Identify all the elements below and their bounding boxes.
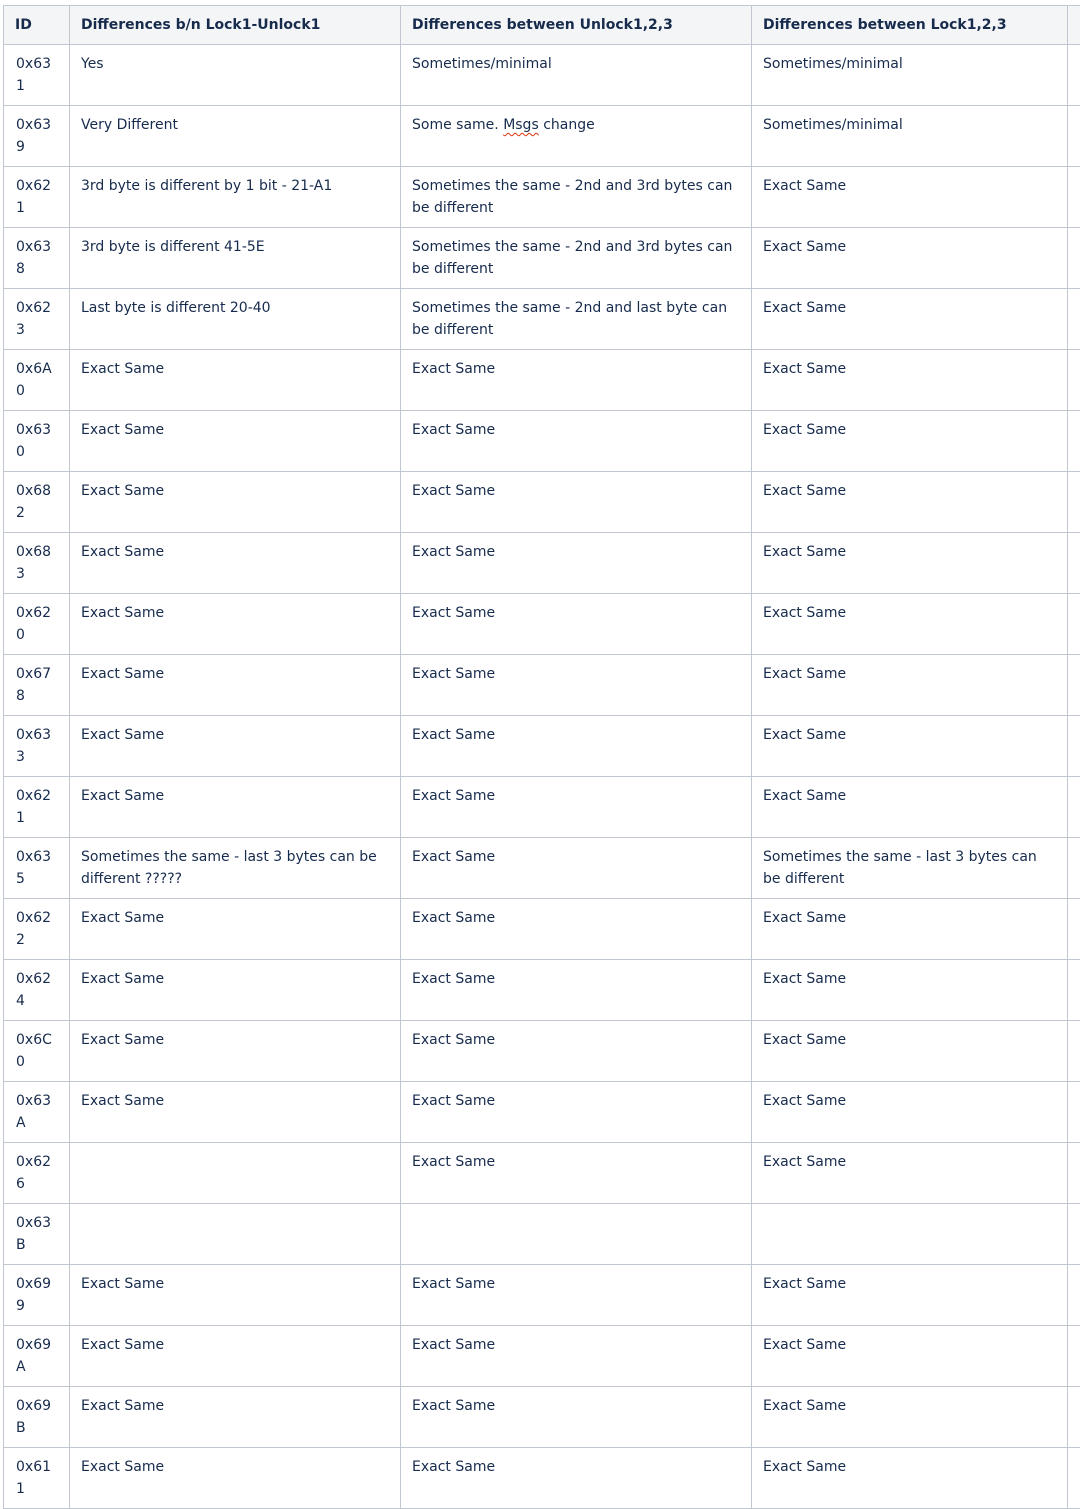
cell-lock123[interactable]: Sometimes the same - last 3 bytes can be different: [752, 838, 1068, 899]
table-row: [4, 533, 1080, 594]
cell-id[interactable]: 0x638: [4, 228, 70, 289]
table-row: [4, 411, 1080, 472]
cell-extra[interactable]: [1068, 1448, 1080, 1509]
cell-id[interactable]: 0x631: [4, 45, 70, 106]
cell-lock123[interactable]: Sometimes/minimal: [752, 106, 1068, 167]
cell-id[interactable]: 0x621: [4, 167, 70, 228]
cell-lock1-unlock1[interactable]: [70, 1143, 401, 1204]
table-row: [4, 960, 1080, 1021]
cell-extra[interactable]: [1068, 167, 1080, 228]
comparison-table-container: [3, 5, 1080, 1509]
cell-extra[interactable]: [1068, 716, 1080, 777]
cell-lock123[interactable]: Exact Same: [752, 1448, 1068, 1509]
cell-lock1-unlock1[interactable]: Exact Same: [70, 716, 401, 777]
cell-extra[interactable]: [1068, 1082, 1080, 1143]
table-row: [4, 228, 1080, 289]
cell-extra[interactable]: [1068, 106, 1080, 167]
cell-lock123[interactable]: Exact Same: [752, 1143, 1068, 1204]
table-row: [4, 350, 1080, 411]
table-row: [4, 167, 1080, 228]
cell-unlock123[interactable]: Sometimes the same - 2nd and last byte can be different: [401, 289, 752, 350]
cell-lock123[interactable]: [752, 1204, 1068, 1265]
cell-id[interactable]: 0x630: [4, 411, 70, 472]
cell-extra[interactable]: [1068, 838, 1080, 899]
cell-id[interactable]: 0x624: [4, 960, 70, 1021]
cell-id[interactable]: 0x682: [4, 472, 70, 533]
cell-unlock123[interactable]: Exact Same: [401, 594, 752, 655]
cell-unlock123[interactable]: Exact Same: [401, 1143, 752, 1204]
cell-lock1-unlock1[interactable]: Exact Same: [70, 1326, 401, 1387]
cell-lock1-unlock1[interactable]: Exact Same: [70, 350, 401, 411]
cell-lock1-unlock1[interactable]: Exact Same: [70, 411, 401, 472]
cell-lock1-unlock1[interactable]: Exact Same: [70, 472, 401, 533]
cell-extra[interactable]: [1068, 1143, 1080, 1204]
cell-extra[interactable]: [1068, 45, 1080, 106]
cell-extra[interactable]: [1068, 594, 1080, 655]
table-row: [4, 1204, 1080, 1265]
cell-lock123[interactable]: Sometimes/minimal: [752, 45, 1068, 106]
table-row: [4, 594, 1080, 655]
table-row: [4, 106, 1080, 167]
cell-unlock123[interactable]: Exact Same: [401, 716, 752, 777]
cell-lock1-unlock1[interactable]: Sometimes the same - last 3 bytes can be different ?????: [70, 838, 401, 899]
cell-id[interactable]: 0x63B: [4, 1204, 70, 1265]
cell-extra[interactable]: [1068, 655, 1080, 716]
spellcheck-marked-word: Msgs: [503, 117, 539, 133]
cell-lock1-unlock1[interactable]: Exact Same: [70, 1082, 401, 1143]
cell-lock1-unlock1[interactable]: Exact Same: [70, 594, 401, 655]
cell-lock1-unlock1[interactable]: Yes: [70, 45, 401, 106]
cell-lock123[interactable]: Exact Same: [752, 1021, 1068, 1082]
cell-id[interactable]: 0x683: [4, 533, 70, 594]
table-row: [4, 1021, 1080, 1082]
cell-lock123[interactable]: Exact Same: [752, 228, 1068, 289]
cell-lock123[interactable]: Exact Same: [752, 655, 1068, 716]
cell-extra[interactable]: [1068, 899, 1080, 960]
table-row: [4, 1326, 1080, 1387]
cell-extra[interactable]: [1068, 350, 1080, 411]
cell-lock1-unlock1[interactable]: Exact Same: [70, 1265, 401, 1326]
cell-lock1-unlock1[interactable]: Exact Same: [70, 777, 401, 838]
cell-lock1-unlock1[interactable]: Exact Same: [70, 1448, 401, 1509]
header-lock1-unlock1[interactable]: Differences b/n Lock1-Unlock1: [70, 6, 401, 45]
cell-lock1-unlock1[interactable]: Exact Same: [70, 533, 401, 594]
table-row: [4, 1265, 1080, 1326]
cell-id[interactable]: 0x626: [4, 1143, 70, 1204]
cell-id[interactable]: 0x6C0: [4, 1021, 70, 1082]
table-row: [4, 716, 1080, 777]
cell-lock1-unlock1[interactable]: 3rd byte is different by 1 bit - 21-A1: [70, 167, 401, 228]
cell-id[interactable]: 0x699: [4, 1265, 70, 1326]
cell-unlock123[interactable]: Exact Same: [401, 1082, 752, 1143]
cell-unlock123[interactable]: Exact Same: [401, 655, 752, 716]
cell-unlock123[interactable]: Exact Same: [401, 1021, 752, 1082]
header-id[interactable]: ID: [4, 6, 70, 45]
cell-lock1-unlock1[interactable]: [70, 1204, 401, 1265]
cell-id[interactable]: 0x623: [4, 289, 70, 350]
cell-extra[interactable]: [1068, 533, 1080, 594]
cell-lock123[interactable]: Exact Same: [752, 533, 1068, 594]
table-row: [4, 655, 1080, 716]
header-unlock123[interactable]: Differences between Unlock1,2,3: [401, 6, 752, 45]
cell-id[interactable]: 0x622: [4, 899, 70, 960]
cell-unlock123[interactable]: Exact Same: [401, 1448, 752, 1509]
cell-lock1-unlock1[interactable]: Exact Same: [70, 1387, 401, 1448]
cell-id[interactable]: 0x635: [4, 838, 70, 899]
cell-extra[interactable]: [1068, 960, 1080, 1021]
cell-extra[interactable]: [1068, 1204, 1080, 1265]
table-row: [4, 1387, 1080, 1448]
cell-extra[interactable]: [1068, 289, 1080, 350]
cell-id[interactable]: 0x69B: [4, 1387, 70, 1448]
cell-lock123[interactable]: Exact Same: [752, 1387, 1068, 1448]
cell-id[interactable]: 0x611: [4, 1448, 70, 1509]
cell-id[interactable]: 0x633: [4, 716, 70, 777]
table-row: [4, 777, 1080, 838]
table-row: [4, 1448, 1080, 1509]
cell-unlock123[interactable]: Sometimes the same - 2nd and 3rd bytes can be different: [401, 228, 752, 289]
table-row: [4, 472, 1080, 533]
cell-unlock123[interactable]: Exact Same: [401, 899, 752, 960]
cell-lock1-unlock1[interactable]: Exact Same: [70, 655, 401, 716]
comparison-table: [3, 5, 1080, 1509]
cell-unlock123[interactable]: Exact Same: [401, 533, 752, 594]
cell-unlock123[interactable]: Exact Same: [401, 1265, 752, 1326]
cell-unlock123[interactable]: Exact Same: [401, 1326, 752, 1387]
cell-id[interactable]: 0x6A0: [4, 350, 70, 411]
cell-unlock123[interactable]: Exact Same: [401, 838, 752, 899]
table-row: [4, 1082, 1080, 1143]
header-extra[interactable]: [1068, 6, 1080, 45]
cell-lock123[interactable]: Exact Same: [752, 1082, 1068, 1143]
cell-unlock123[interactable]: Sometimes the same - 2nd and 3rd bytes can be different: [401, 167, 752, 228]
cell-id[interactable]: 0x621: [4, 777, 70, 838]
cell-lock123[interactable]: Exact Same: [752, 777, 1068, 838]
cell-unlock123[interactable]: Exact Same: [401, 1387, 752, 1448]
cell-lock123[interactable]: Exact Same: [752, 1265, 1068, 1326]
cell-extra[interactable]: [1068, 1387, 1080, 1448]
cell-extra[interactable]: [1068, 1021, 1080, 1082]
cell-lock123[interactable]: Exact Same: [752, 1326, 1068, 1387]
cell-unlock123[interactable]: Some same. Msgs change: [401, 106, 752, 167]
table-header-row: [4, 6, 1080, 45]
cell-lock1-unlock1[interactable]: 3rd byte is different 41-5E: [70, 228, 401, 289]
cell-lock1-unlock1[interactable]: Very Different: [70, 106, 401, 167]
table-row: [4, 1143, 1080, 1204]
table-row: [4, 289, 1080, 350]
cell-id[interactable]: 0x639: [4, 106, 70, 167]
cell-lock123[interactable]: Exact Same: [752, 472, 1068, 533]
cell-extra[interactable]: [1068, 472, 1080, 533]
cell-lock123[interactable]: Exact Same: [752, 411, 1068, 472]
cell-lock123[interactable]: Exact Same: [752, 899, 1068, 960]
header-lock123[interactable]: Differences between Lock1,2,3: [752, 6, 1068, 45]
cell-lock123[interactable]: Exact Same: [752, 960, 1068, 1021]
cell-lock1-unlock1[interactable]: Exact Same: [70, 1021, 401, 1082]
table-row: [4, 899, 1080, 960]
cell-lock1-unlock1[interactable]: Last byte is different 20-40: [70, 289, 401, 350]
cell-unlock123[interactable]: Exact Same: [401, 960, 752, 1021]
cell-unlock123[interactable]: Exact Same: [401, 472, 752, 533]
cell-lock123[interactable]: Exact Same: [752, 167, 1068, 228]
cell-id[interactable]: 0x69A: [4, 1326, 70, 1387]
cell-lock1-unlock1[interactable]: Exact Same: [70, 899, 401, 960]
cell-lock123[interactable]: Exact Same: [752, 289, 1068, 350]
cell-lock1-unlock1[interactable]: Exact Same: [70, 960, 401, 1021]
table-row: [4, 45, 1080, 106]
cell-extra[interactable]: [1068, 411, 1080, 472]
cell-id[interactable]: 0x620: [4, 594, 70, 655]
cell-lock123[interactable]: Exact Same: [752, 350, 1068, 411]
table-row: [4, 838, 1080, 899]
cell-id[interactable]: 0x63A: [4, 1082, 70, 1143]
cell-unlock123[interactable]: [401, 1204, 752, 1265]
table-body: [4, 45, 1080, 1509]
cell-extra[interactable]: [1068, 1265, 1080, 1326]
cell-id[interactable]: 0x678: [4, 655, 70, 716]
cell-unlock123[interactable]: Exact Same: [401, 411, 752, 472]
cell-extra[interactable]: [1068, 1326, 1080, 1387]
cell-unlock123[interactable]: Exact Same: [401, 777, 752, 838]
cell-lock123[interactable]: Exact Same: [752, 716, 1068, 777]
cell-extra[interactable]: [1068, 777, 1080, 838]
cell-lock123[interactable]: Exact Same: [752, 594, 1068, 655]
cell-unlock123[interactable]: Exact Same: [401, 350, 752, 411]
cell-extra[interactable]: [1068, 228, 1080, 289]
cell-unlock123[interactable]: Sometimes/minimal: [401, 45, 752, 106]
